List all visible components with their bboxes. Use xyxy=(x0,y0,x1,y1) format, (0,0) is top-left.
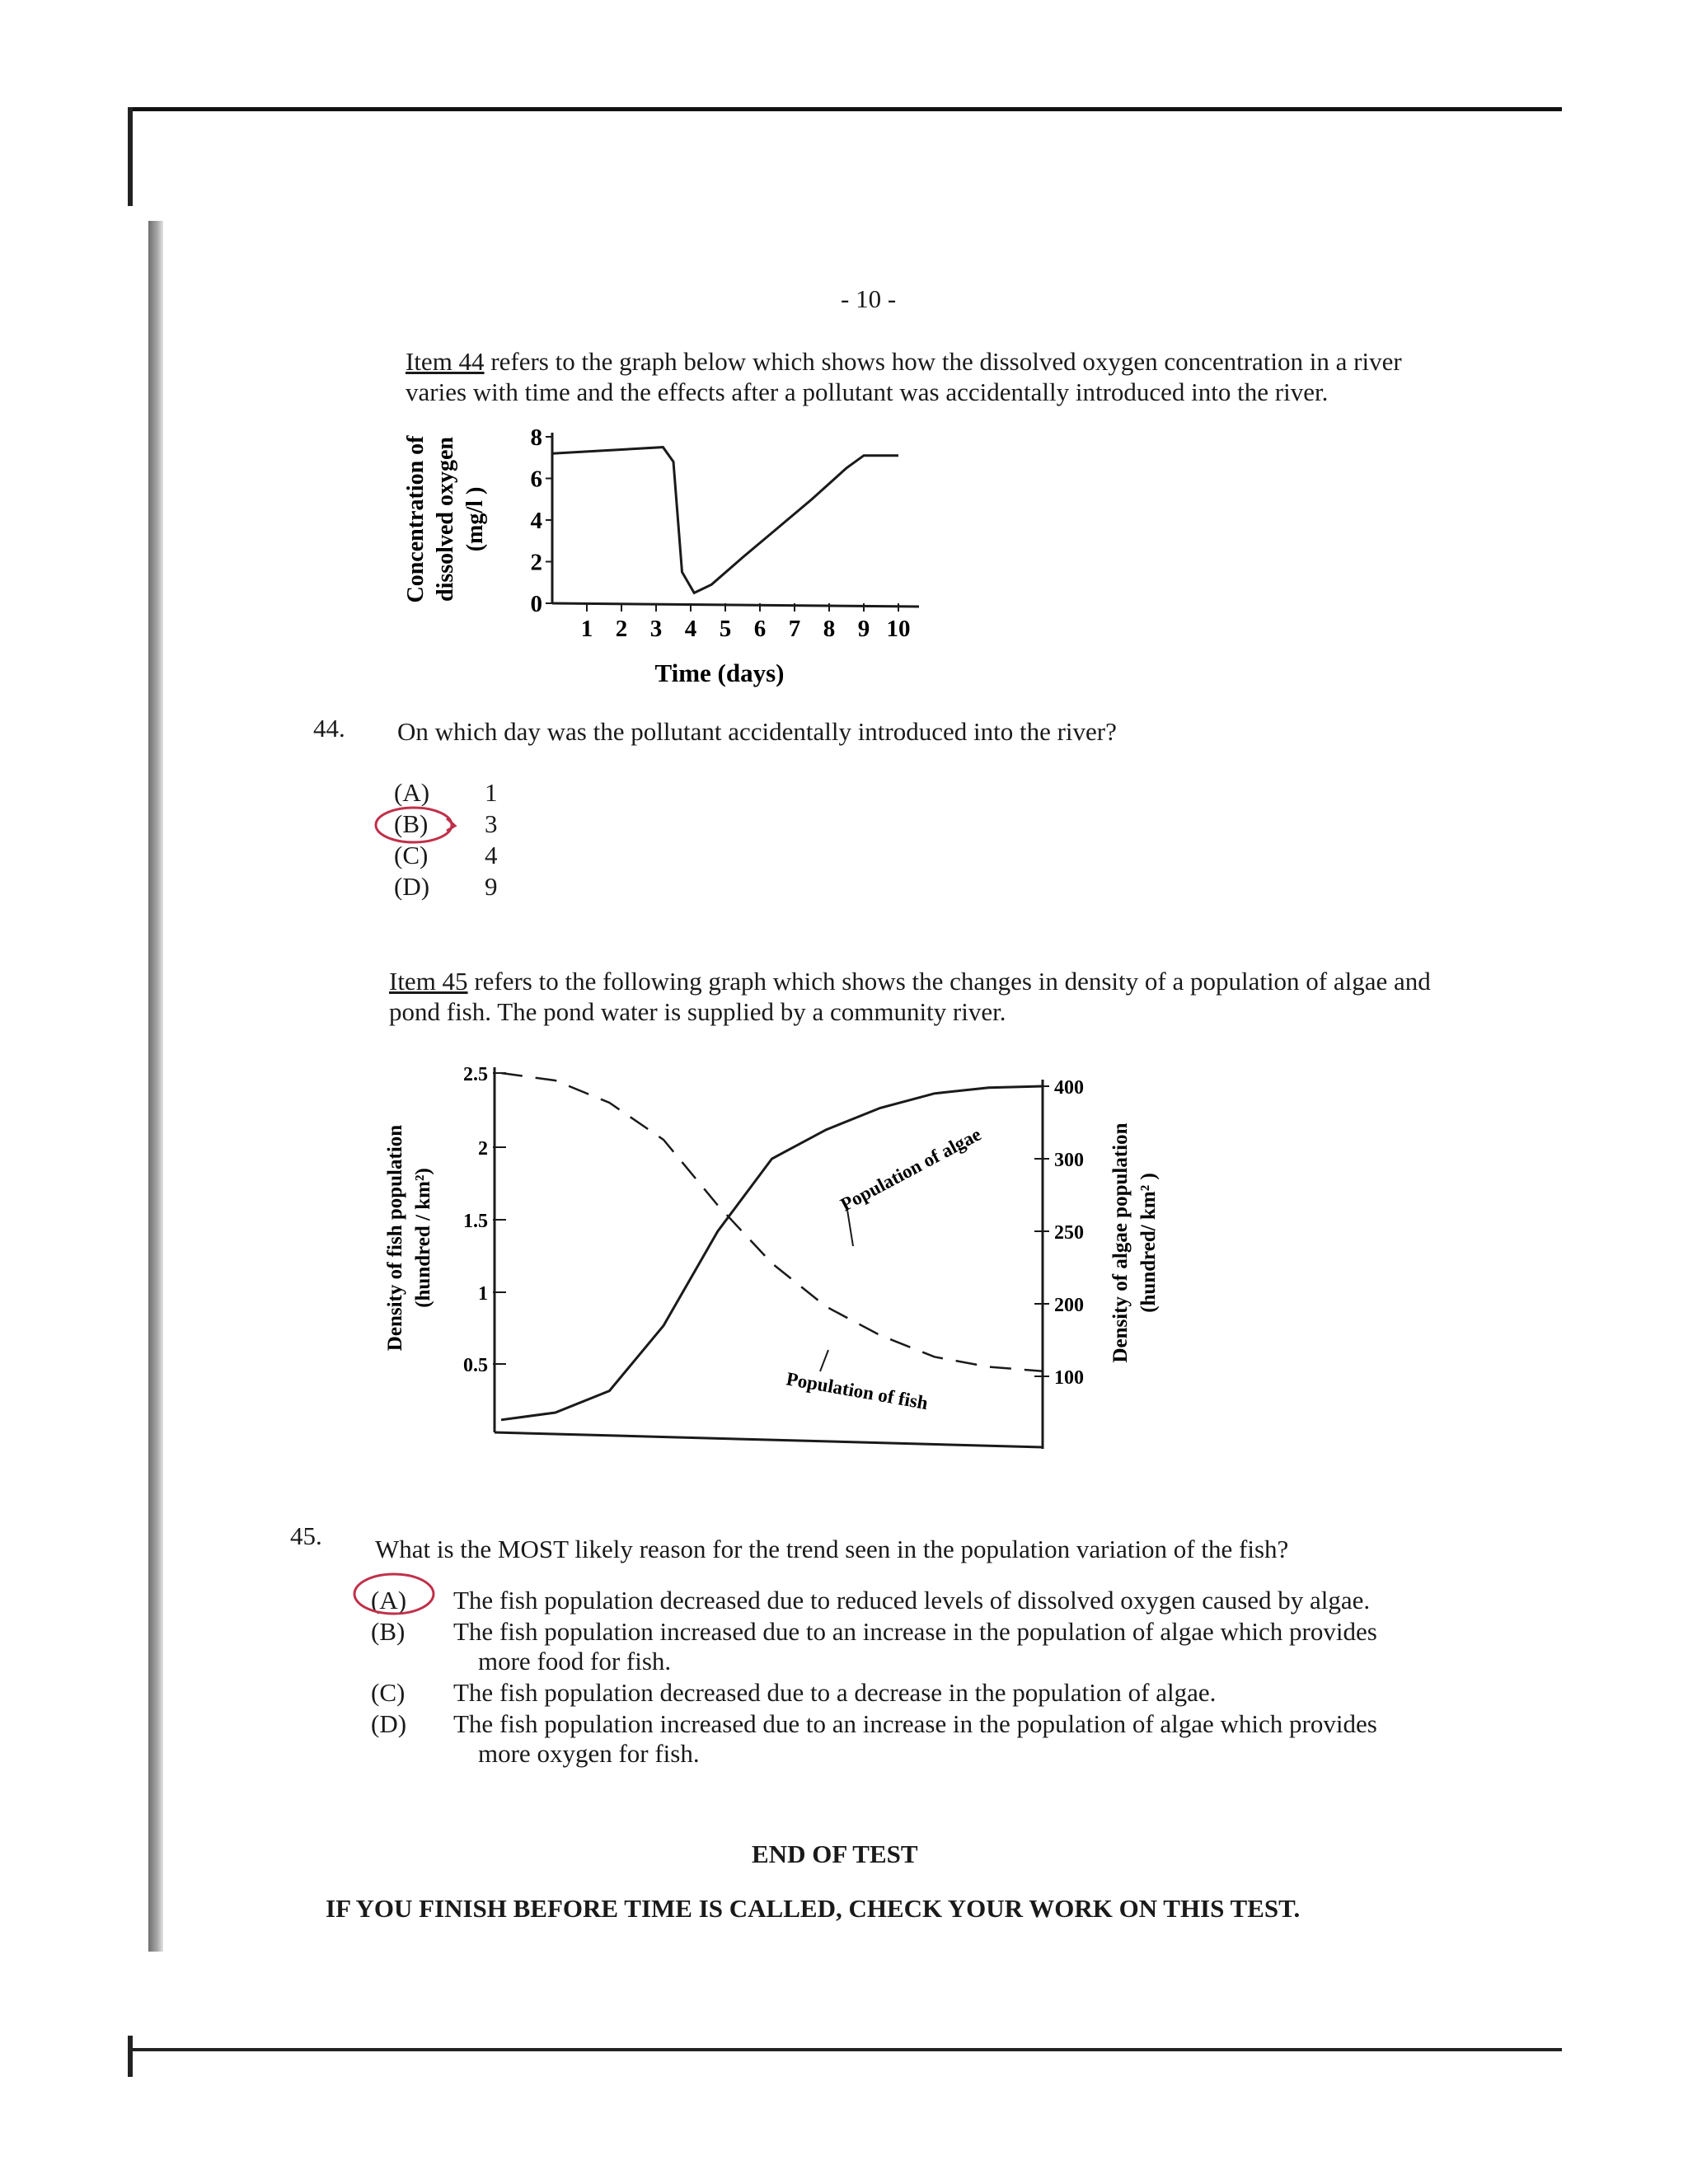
question-44-number: 44. xyxy=(313,714,345,743)
question-45-text: What is the MOST likely reason for the trend seen in the population variation of the fish? xyxy=(375,1535,1289,1563)
population-x-axis xyxy=(495,1432,1043,1447)
option-44-a[interactable]: (A) 1 xyxy=(394,778,498,807)
oxygen-y-tick-label: 6 xyxy=(530,466,542,493)
fish-ylabel-line: (hundred / km²) xyxy=(412,1168,434,1308)
question-45-number: 45. xyxy=(290,1521,322,1550)
population-chart-ylabel-right xyxy=(1109,1122,1160,1362)
item44-intro xyxy=(406,346,1444,407)
algae-y-tick-label: 400 xyxy=(1054,1077,1084,1099)
oxygen-x-tick-label: 8 xyxy=(823,616,836,642)
population-chart xyxy=(371,1047,1195,1459)
algae-ylabel-line: Density of algae population xyxy=(1109,1122,1132,1363)
item44-ref: Item 44 xyxy=(406,347,485,376)
oxygen-x-tick-label: 6 xyxy=(753,616,767,642)
oxygen-ylabel-line: dissolved oxygen xyxy=(433,437,458,602)
oxygen-x-tick-label: 7 xyxy=(788,616,801,642)
finish-instruction: IF YOU FINISH BEFORE TIME IS CALLED, CHECK YOUR WORK ON THIS TEST. xyxy=(326,1894,1301,1923)
item45-intro-text: refers to the following graph which shows the changes in density of a population of algae and pond fish. The pond water is supplied by a community river. xyxy=(389,967,1431,1026)
oxygen-x-tick-label: 10 xyxy=(886,616,911,642)
oxygen-y-tick-label: 2 xyxy=(530,549,542,576)
answer-44-circle-mark xyxy=(371,804,462,846)
oxygen-y-tick-label: 0 xyxy=(530,591,542,617)
scan-border-bottom xyxy=(128,2048,1562,2051)
item45-intro xyxy=(389,966,1452,1027)
fish-ylabel-line: Density of fish population xyxy=(384,1124,406,1352)
oxygen-ylabel-line: Concentration of xyxy=(403,435,429,603)
fish-series-line xyxy=(501,1073,1043,1371)
fish-series-label: Population of fish xyxy=(785,1368,930,1414)
oxygen-y-tick-label: 8 xyxy=(530,424,542,451)
algae-series-label: Population of algae xyxy=(837,1123,985,1216)
oxygen-x-tick-label: 1 xyxy=(580,616,593,642)
option-44-c[interactable]: (C) 4 xyxy=(394,841,498,869)
oxygen-chart xyxy=(396,412,940,692)
oxygen-x-tick-label: 9 xyxy=(857,616,870,642)
option-44-b[interactable]: (B) 3 xyxy=(394,809,498,838)
fish-y-tick-label: 2 xyxy=(478,1138,488,1160)
oxygen-x-tick-label: 4 xyxy=(684,616,697,642)
population-chart-ylabel-left xyxy=(384,1125,434,1351)
algae-y-tick-label: 250 xyxy=(1054,1222,1084,1244)
answer-45-circle-mark xyxy=(350,1570,441,1618)
fish-y-tick-label: 2.5 xyxy=(463,1064,488,1085)
fish-y-tick-label: 0.5 xyxy=(463,1355,488,1376)
option-44-d[interactable]: (D) 9 xyxy=(394,872,498,901)
scan-shadow-left xyxy=(148,221,163,1952)
end-of-test: END OF TEST xyxy=(752,1840,918,1868)
item44-intro-text: refers to the graph below which shows how the dissolved oxygen concentration in a river varies with time and the effects after a pollutant was accidentally introduced into the river. xyxy=(406,347,1402,406)
oxygen-series-line xyxy=(552,448,898,593)
scan-border-top xyxy=(128,107,1562,111)
fish-y-tick-label: 1 xyxy=(478,1283,488,1305)
scan-border-left xyxy=(128,107,133,206)
algae-y-tick-label: 200 xyxy=(1054,1295,1084,1316)
fish-label-pointer xyxy=(820,1350,828,1371)
oxygen-y-tick-label: 4 xyxy=(530,508,542,534)
oxygen-x-tick-label: 2 xyxy=(615,616,628,642)
item45-ref: Item 45 xyxy=(389,967,468,996)
oxygen-chart-xlabel: Time (days) xyxy=(654,658,785,687)
oxygen-chart-ylabel xyxy=(403,435,488,603)
oxygen-x-tick-label: 5 xyxy=(719,616,732,642)
question-44-text: On which day was the pollutant accidentally introduced into the river? xyxy=(397,717,1117,746)
algae-label-pointer xyxy=(847,1210,853,1246)
algae-y-tick-label: 300 xyxy=(1054,1150,1084,1171)
scan-border-bottom-left xyxy=(128,2036,133,2077)
oxygen-ylabel-line: (mg/l ) xyxy=(462,486,488,552)
fish-y-tick-label: 1.5 xyxy=(463,1211,488,1232)
algae-ylabel-line: (hundred/ km² ) xyxy=(1137,1173,1160,1313)
page-number: - 10 - xyxy=(841,284,897,313)
oxygen-x-tick-label: 3 xyxy=(649,616,663,642)
algae-y-tick-label: 100 xyxy=(1054,1367,1084,1389)
